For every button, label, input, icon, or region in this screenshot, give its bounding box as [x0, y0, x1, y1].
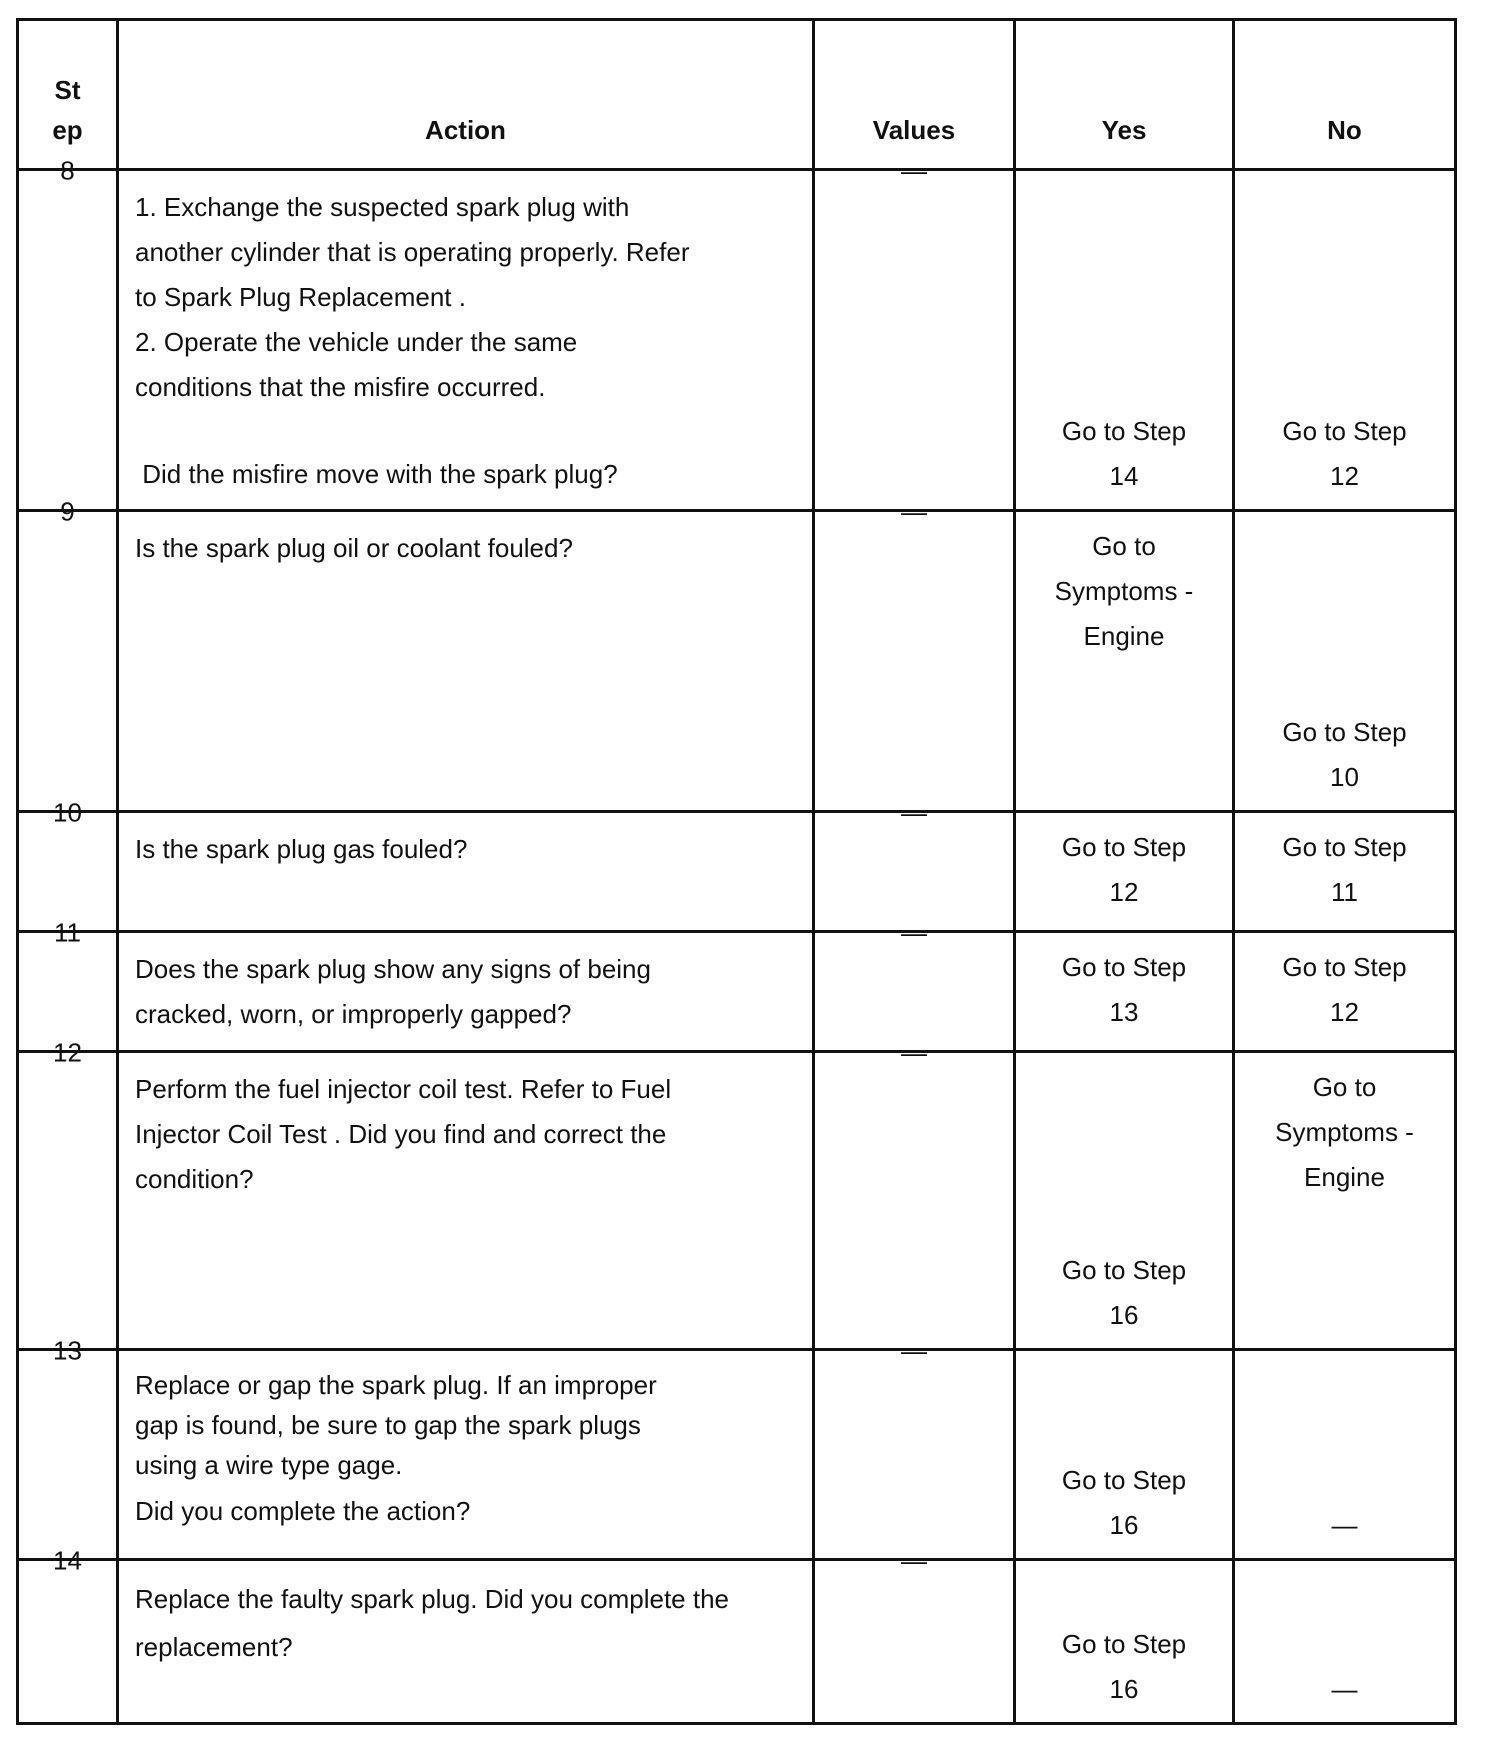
action-cell: Is the spark plug gas fouled? [118, 812, 814, 932]
action-cell: Replace the faulty spark plug. Did you complete the replacement? [118, 1560, 814, 1724]
values-cell: — [814, 170, 1015, 511]
yes-cell: Go to Step 16 [1015, 1560, 1234, 1724]
diagnostic-steps-table [16, 18, 1457, 1725]
no-cell: Go to Step 10 [1234, 511, 1456, 812]
yes-cell: Go to Step 16 [1015, 1350, 1234, 1560]
no-cell: Go to Step 11 [1234, 812, 1456, 932]
no-cell: Go to Step 12 [1234, 932, 1456, 1052]
table-row [18, 170, 1456, 511]
header-values: Values [814, 20, 1015, 170]
no-cell: Go to Symptoms - Engine [1234, 1052, 1456, 1350]
step-cell: 14 [18, 1560, 118, 1724]
step-cell: 8 [18, 170, 118, 511]
table-row [18, 511, 1456, 812]
step-cell: 12 [18, 1052, 118, 1350]
no-cell: — [1234, 1560, 1456, 1724]
table-row [18, 932, 1456, 1052]
table-row [18, 1350, 1456, 1560]
header-step: St ep [18, 20, 118, 170]
values-cell: — [814, 1350, 1015, 1560]
no-cell: — [1234, 1350, 1456, 1560]
header-yes: Yes [1015, 20, 1234, 170]
step-cell: 10 [18, 812, 118, 932]
step-cell: 9 [18, 511, 118, 812]
values-cell: — [814, 511, 1015, 812]
yes-cell: Go to Step 13 [1015, 932, 1234, 1052]
yes-cell: Go to Step 14 [1015, 170, 1234, 511]
table-row [18, 1052, 1456, 1350]
step-cell: 13 [18, 1350, 118, 1560]
values-cell: — [814, 1560, 1015, 1724]
yes-cell: Go to Step 16 [1015, 1052, 1234, 1350]
step-cell: 11 [18, 932, 118, 1052]
yes-cell: Go to Step 12 [1015, 812, 1234, 932]
header-row [18, 20, 1456, 170]
action-cell: 1. Exchange the suspected spark plug with another cylinder that is operating properly. Refer to Spark Plug Replacement . 2. Operate the vehicle under the same conditions that the misfire occurred. Did the misfire move with the spark plug? [118, 170, 814, 511]
yes-cell: Go to Symptoms - Engine [1015, 511, 1234, 812]
action-cell: Replace or gap the spark plug. If an improper gap is found, be sure to gap the spark plugs using a wire type gage. Did you complete the action? [118, 1350, 814, 1560]
action-cell: Is the spark plug oil or coolant fouled? [118, 511, 814, 812]
header-no: No [1234, 20, 1456, 170]
action-cell: Does the spark plug show any signs of being cracked, worn, or improperly gapped? [118, 932, 814, 1052]
values-cell: — [814, 812, 1015, 932]
table-row [18, 812, 1456, 932]
values-cell: — [814, 932, 1015, 1052]
action-cell: Perform the fuel injector coil test. Refer to Fuel Injector Coil Test . Did you find and correct the condition? [118, 1052, 814, 1350]
no-cell: Go to Step 12 [1234, 170, 1456, 511]
table-row [18, 1560, 1456, 1724]
header-action: Action [118, 20, 814, 170]
values-cell: — [814, 1052, 1015, 1350]
